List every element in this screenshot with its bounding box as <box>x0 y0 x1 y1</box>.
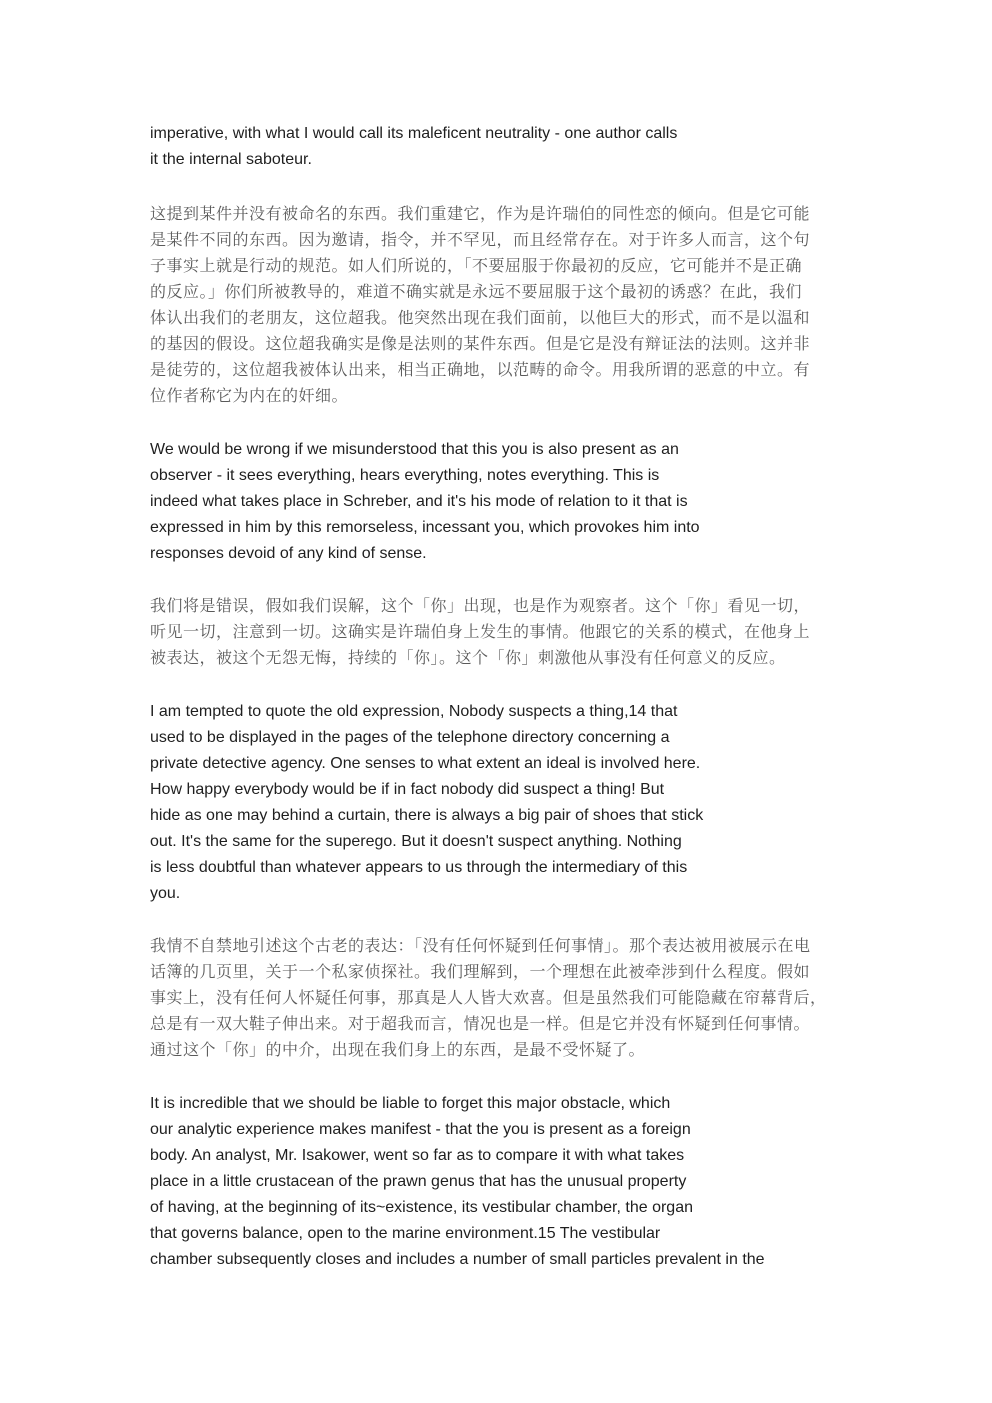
text-line: that governs balance, open to the marine environment.15 The vestibular <box>150 1225 661 1242</box>
text-line: imperative, with what I would call its maleficent neutrality - one author calls <box>150 125 678 142</box>
paragraph-en-4 <box>150 1091 845 1273</box>
text-line: 总是有一双大鞋子伸出来。对于超我而言，情况也是一样。但是它并没有怀疑到任何事情。 <box>150 1014 811 1033</box>
text-line: 的基因的假设。这位超我确实是像是法则的某件东西。但是它是没有辩证法的法则。这并非 <box>150 334 811 353</box>
text-line: it the internal saboteur. <box>150 151 312 168</box>
text-line: 我情不自禁地引述这个古老的表达：「没有任何怀疑到任何事情」。那个表达被用被展示在电 <box>150 936 811 955</box>
text-line: 话簿的几页里，关于一个私家侦探社。我们理解到，一个理想在此被牵涉到什么程度。假如 <box>150 962 811 981</box>
paragraph-zh-1 <box>150 201 845 409</box>
text-line: 我们将是错误，假如我们误解，这个「你」出现，也是作为观察者。这个「你」看见一切， <box>150 596 811 615</box>
text-line: 事实上，没有任何人怀疑任何事，那真是人人皆大欢喜。但是虽然我们可能隐藏在帘幕背后， <box>150 988 827 1007</box>
text-line: 被表达，被这个无怨无悔，持续的「你」。这个「你」刺激他从事没有任何意义的反应。 <box>150 648 786 667</box>
text-line: body. An analyst, Mr. Isakower, went so far as to compare it with what takes <box>150 1147 685 1164</box>
text-line: responses devoid of any kind of sense. <box>150 545 427 562</box>
paragraph-en-2 <box>150 437 845 567</box>
text-line: 是某件不同的东西。因为邀请，指令，并不罕见，而且经常存在。对于许多人而言，这个句 <box>150 230 811 249</box>
text-line: indeed what takes place in Schreber, and it's his mode of relation to it that is <box>150 493 688 510</box>
text-line: our analytic experience makes manifest - that the you is present as a foreign <box>150 1121 691 1138</box>
text-line: is less doubtful than whatever appears to us through the intermediary of this <box>150 859 688 876</box>
text-line: 这提到某件并没有被命名的东西。我们重建它，作为是许瑞伯的同性恋的倾向。但是它可能 <box>150 204 811 223</box>
text-line: 的反应。」你们所被教导的，难道不确实就是永远不要屈服于这个最初的诱惑？在此，我们 <box>150 282 803 301</box>
paragraph-zh-3 <box>150 933 845 1063</box>
text-line: 听见一切，注意到一切。这确实是许瑞伯身上发生的事情。他跟它的关系的模式，在他身上 <box>150 622 811 641</box>
text-line: 是徒劳的，这位超我被体认出来，相当正确地，以范畴的命令。用我所谓的恶意的中立。有 <box>150 360 811 379</box>
text-line: It is incredible that we should be liable to forget this major obstacle, which <box>150 1095 671 1112</box>
text-line: place in a little crustacean of the prawn genus that has the unusual property <box>150 1173 687 1190</box>
text-line: 体认出我们的老朋友，这位超我。他突然出现在我们面前，以他巨大的形式，而不是以温和 <box>150 308 811 327</box>
text-line: chamber subsequently closes and includes a number of small particles prevalent in the <box>150 1251 765 1268</box>
text-line: 位作者称它为内在的奸细。 <box>150 386 349 405</box>
paragraph-en-1 <box>150 121 845 173</box>
text-line: 子事实上就是行动的规范。如人们所说的，「不要屈服于你最初的反应，它可能并不是正确 <box>150 256 803 275</box>
text-line: 通过这个「你」的中介，出现在我们身上的东西，是最不受怀疑了。 <box>150 1040 646 1059</box>
text-line: used to be displayed in the pages of the telephone directory concerning a <box>150 729 670 746</box>
text-line: observer - it sees everything, hears everything, notes everything. This is <box>150 467 660 484</box>
text-line: We would be wrong if we misunderstood that this you is also present as an <box>150 441 679 458</box>
text-line: hide as one may behind a curtain, there is always a big pair of shoes that stick <box>150 807 704 824</box>
paragraph-zh-2 <box>150 593 845 671</box>
text-line: of having, at the beginning of its~existence, its vestibular chamber, the organ <box>150 1199 693 1216</box>
text-line: I am tempted to quote the old expression, Nobody suspects a thing,14 that <box>150 703 678 720</box>
text-line: out. It's the same for the superego. But it doesn't suspect anything. Nothing <box>150 833 682 850</box>
paragraph-en-3 <box>150 699 845 907</box>
text-line: private detective agency. One senses to what extent an ideal is involved here. <box>150 755 701 772</box>
text-line: you. <box>150 885 181 902</box>
document-page <box>150 121 845 1273</box>
text-line: expressed in him by this remorseless, incessant you, which provokes him into <box>150 519 700 536</box>
text-line: How happy everybody would be if in fact nobody did suspect a thing! But <box>150 781 665 798</box>
